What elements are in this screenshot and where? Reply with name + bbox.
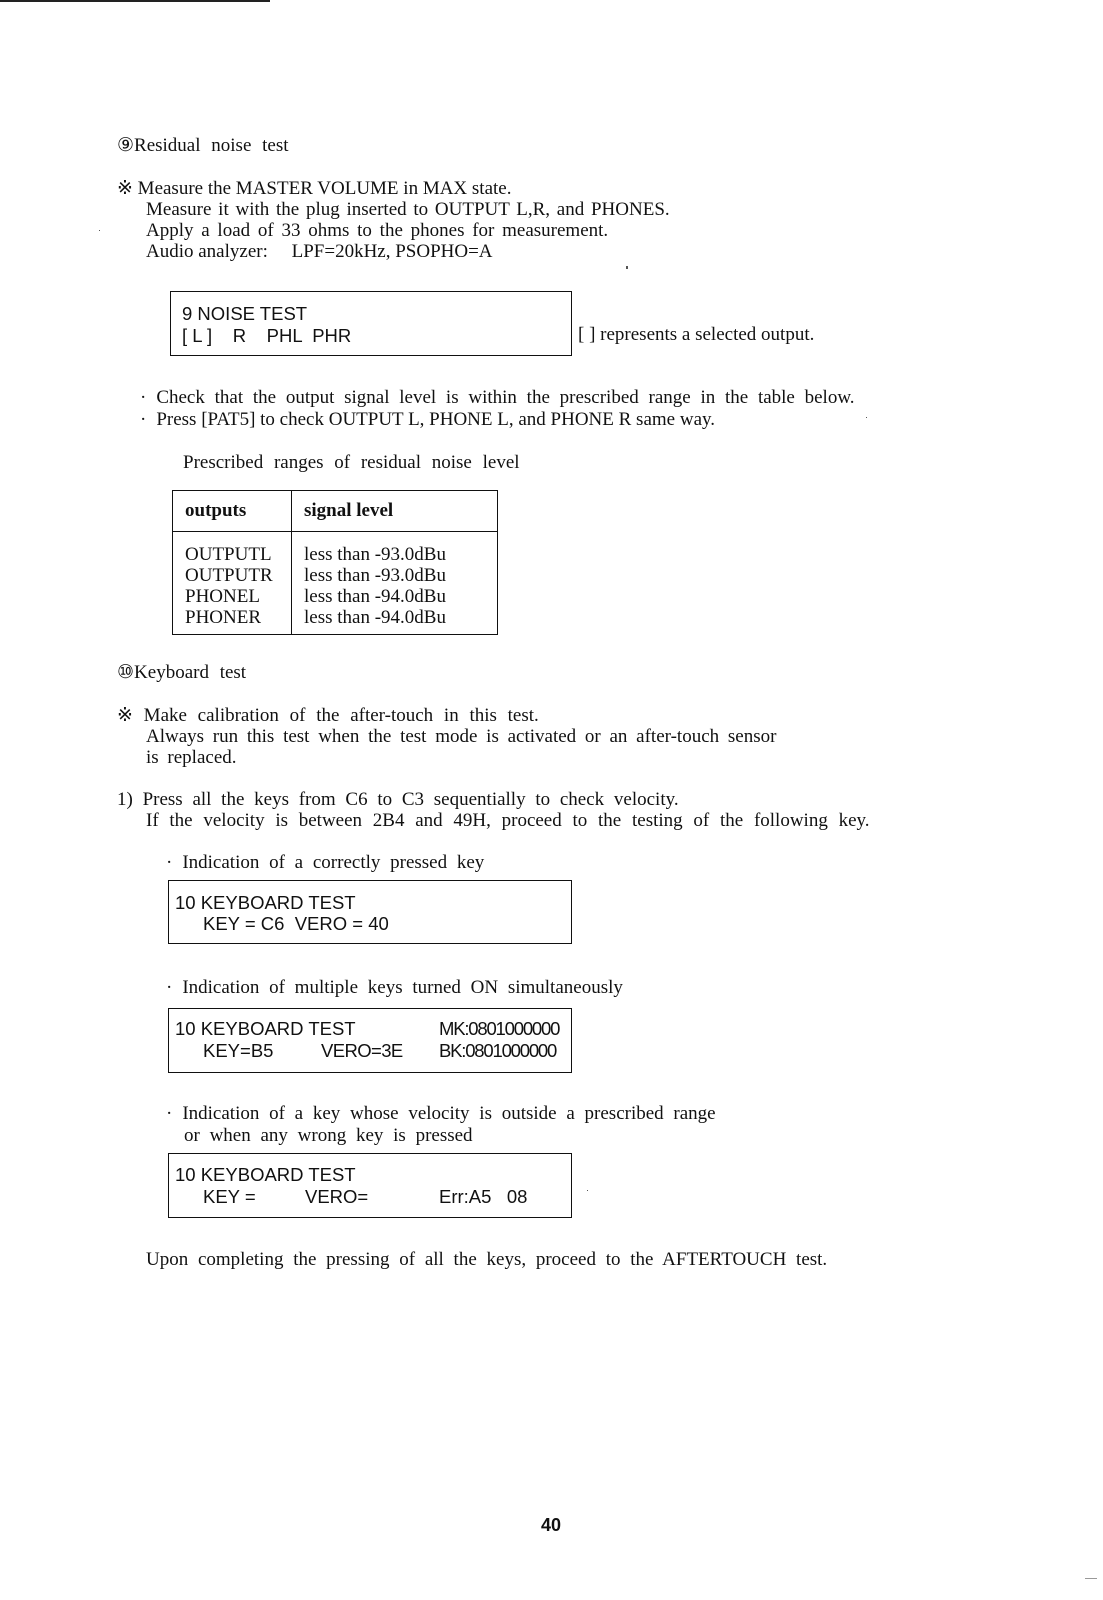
- header-outputs: outputs: [173, 491, 292, 532]
- indication-1-label: · Indication of a correctly pressed key: [166, 852, 484, 873]
- noise-level-table: [172, 490, 498, 635]
- section-9-note-line-2: Measure it with the plug inserted to OUTPUT L,R, and PHONES.: [146, 199, 670, 220]
- output-name: PHONER: [185, 607, 262, 628]
- step-1-line-2: If the velocity is between 2B4 and 49H, proceed to the testing of the following key.: [146, 810, 870, 831]
- output-name: PHONEL: [185, 586, 260, 607]
- lcd-key-value: KEY =: [203, 1186, 256, 1207]
- scan-speck: [99, 230, 100, 231]
- output-name: OUTPUTR: [185, 565, 273, 586]
- lcd-line-1: 10 KEYBOARD TEST: [175, 892, 356, 913]
- keyboard-test-lcd-1: [168, 880, 572, 944]
- lcd-bk-value: BK:0801000000: [439, 1040, 557, 1061]
- noise-test-lcd: [170, 291, 572, 356]
- scan-speck: [1085, 1578, 1097, 1579]
- table-header-row: [173, 491, 498, 532]
- step-1-line-1: 1) Press all the keys from C6 to C3 sequentially to check velocity.: [117, 789, 679, 810]
- signal-level-value: less than -93.0dBu: [304, 565, 446, 586]
- bullet-press-pat5: · Press [PAT5] to check OUTPUT L, PHONE L, and PHONE R same way.: [140, 409, 715, 430]
- section-10-heading: ⑩Keyboard test: [117, 662, 247, 683]
- signal-level-cell: [292, 532, 498, 635]
- section-9-note-line-3: Apply a load of 33 ohms to the phones for measurement.: [146, 220, 609, 241]
- indication-3-label-line-2: or when any wrong key is pressed: [184, 1125, 473, 1146]
- scan-speck: [626, 266, 628, 269]
- page-number: 40: [541, 1515, 562, 1535]
- lcd-mk-value: MK:0801000000: [439, 1018, 560, 1039]
- lcd-line-2: [ L ] R PHL PHR: [182, 325, 352, 346]
- signal-level-value: less than -94.0dBu: [304, 607, 446, 628]
- lcd-line-1: 10 KEYBOARD TEST: [175, 1018, 356, 1039]
- lcd-vero-value: VERO=: [305, 1186, 369, 1207]
- signal-level-value: less than -94.0dBu: [304, 586, 446, 607]
- section-10-note-line-1: ※ Make calibration of the after-touch in this test.: [117, 705, 539, 726]
- section-9-note-line-4: Audio analyzer: LPF=20kHz, PSOPHO=A: [146, 241, 493, 262]
- output-name: OUTPUTL: [185, 544, 272, 565]
- lcd-key-value: KEY=B5: [203, 1040, 274, 1061]
- scan-speck: [587, 1190, 588, 1191]
- table-body-row: [173, 532, 498, 635]
- section-10-note-line-2: Always run this test when the test mode is activated or an after-touch sensor: [146, 726, 777, 747]
- lcd-vero-value: VERO=3E: [321, 1040, 403, 1061]
- table-caption: Prescribed ranges of residual noise level: [183, 452, 520, 473]
- section-9-heading: ⑨Residual noise test: [117, 135, 289, 156]
- closing-text: Upon completing the pressing of all the keys, proceed to the AFTERTOUCH test.: [146, 1249, 828, 1270]
- keyboard-test-lcd-3: [168, 1153, 572, 1218]
- outputs-cell: [173, 532, 292, 635]
- lcd-line-1: 10 KEYBOARD TEST: [175, 1164, 356, 1185]
- indication-2-label: · Indication of multiple keys turned ON simultaneously: [166, 977, 623, 998]
- lcd-note: [ ] represents a selected output.: [578, 324, 815, 345]
- lcd-error-value: Err:A5 08: [439, 1186, 528, 1207]
- scan-speck: [866, 417, 867, 418]
- indication-3-label-line-1: · Indication of a key whose velocity is outside a prescribed range: [166, 1103, 716, 1124]
- bullet-check-level: · Check that the output signal level is within the prescribed range in the table below.: [140, 387, 855, 408]
- section-10-note-line-3: is replaced.: [146, 747, 237, 768]
- lcd-line-2: KEY = C6 VERO = 40: [203, 913, 389, 934]
- signal-level-value: less than -93.0dBu: [304, 544, 446, 565]
- top-rule: [0, 0, 270, 2]
- header-signal-level: signal level: [292, 491, 498, 532]
- keyboard-test-lcd-2: [168, 1008, 572, 1073]
- lcd-line-1: 9 NOISE TEST: [182, 303, 308, 324]
- section-9-note-line-1: ※ Measure the MASTER VOLUME in MAX state.: [117, 178, 512, 199]
